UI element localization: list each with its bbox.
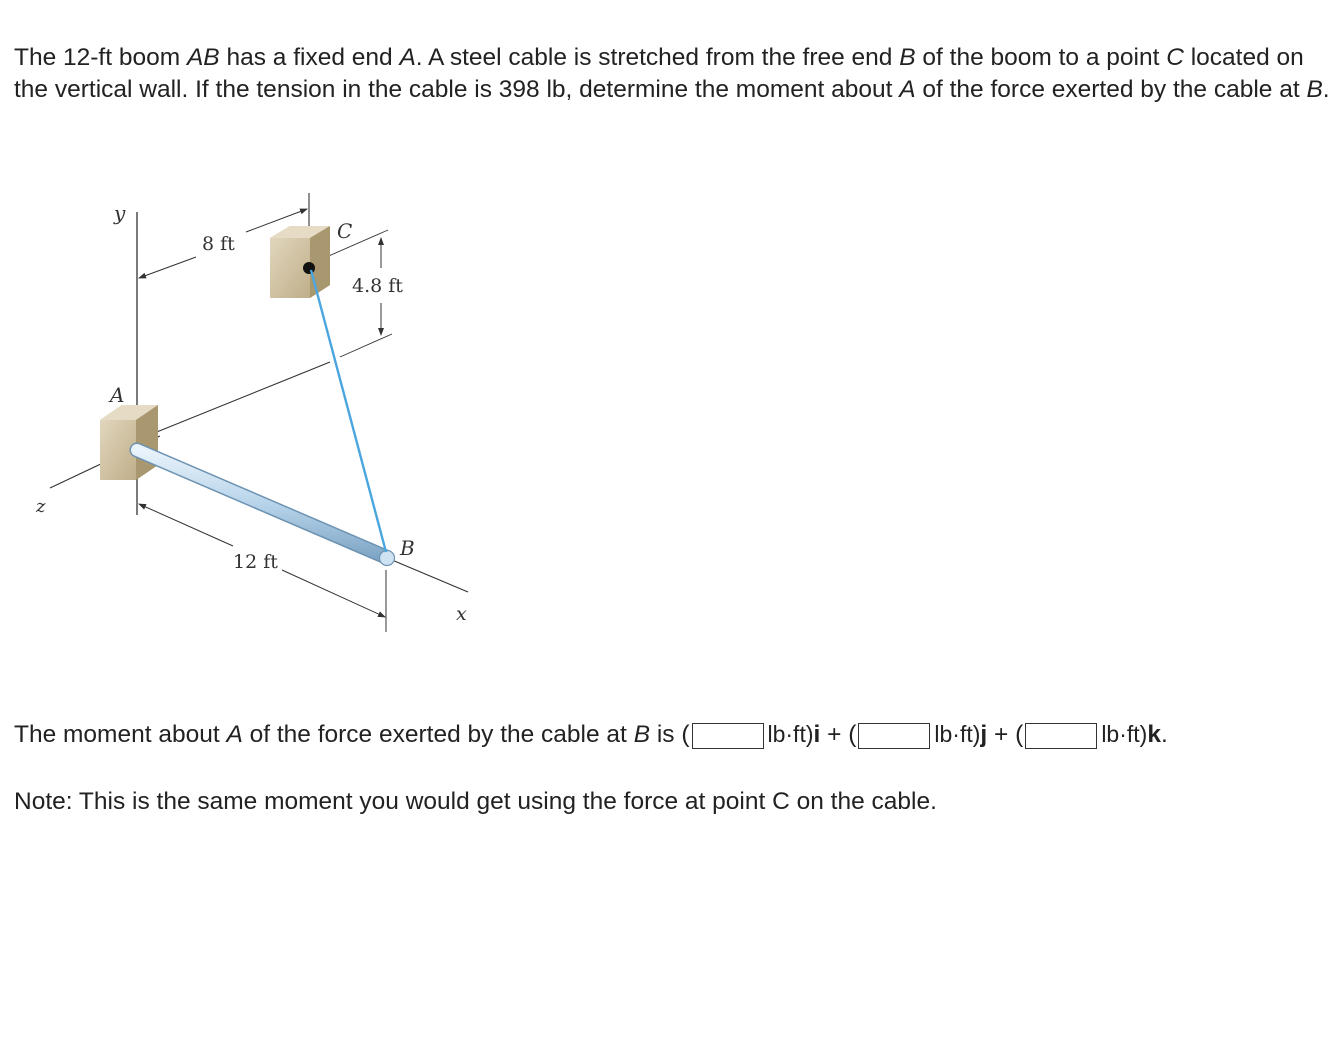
label-z: z bbox=[36, 496, 46, 517]
moment-j-input[interactable] bbox=[858, 723, 930, 749]
answer-text: . bbox=[1160, 721, 1168, 748]
problem-var: B bbox=[1306, 76, 1323, 103]
problem-var: AB bbox=[186, 44, 220, 71]
label-8ft: 8 ft bbox=[202, 233, 235, 255]
problem-text: of the boom to a point bbox=[915, 44, 1167, 71]
label-b: B bbox=[400, 536, 415, 560]
answer-text: + ( bbox=[987, 721, 1024, 748]
answer-text: of the force exerted by the cable at bbox=[242, 721, 634, 748]
label-y: y bbox=[114, 201, 126, 225]
moment-i-input[interactable] bbox=[692, 723, 764, 749]
problem-var: B bbox=[899, 44, 916, 71]
problem-text: located on the vertical wall. If the tension in the cable is 398 lb, determine the moment about bbox=[14, 44, 1304, 103]
moment-k-input[interactable] bbox=[1025, 723, 1097, 749]
problem-statement bbox=[14, 42, 1334, 106]
problem-text: The 12-ft boom bbox=[14, 44, 187, 71]
answer-var: B bbox=[633, 721, 651, 748]
unit-label: lb·ft) bbox=[767, 721, 814, 747]
wall-block-a bbox=[100, 405, 158, 480]
answer-line bbox=[14, 716, 1334, 753]
label-x: x bbox=[456, 603, 467, 625]
problem-text: has a fixed end bbox=[219, 44, 400, 71]
dim-12-arrow-left bbox=[139, 504, 233, 546]
wall-block-c bbox=[270, 226, 330, 298]
point-b-end bbox=[380, 551, 395, 566]
dim-8-arrow-left bbox=[139, 257, 196, 278]
unit-vector-i: i bbox=[813, 721, 821, 748]
problem-text: of the force exerted by the cable at bbox=[915, 76, 1307, 103]
problem-var: A bbox=[899, 76, 916, 103]
label-a: A bbox=[110, 383, 125, 407]
x-axis-line bbox=[392, 560, 468, 592]
label-c: C bbox=[337, 219, 353, 243]
unit-vector-j: j bbox=[980, 721, 988, 748]
boom-ab-shade bbox=[137, 450, 386, 557]
problem-text: . A steel cable is stretched from the free end bbox=[415, 44, 900, 71]
cable-cb bbox=[311, 270, 386, 552]
problem-var: C bbox=[1166, 44, 1184, 71]
note-text: Note: This is the same moment you would get using the force at point C on the cable. bbox=[14, 788, 937, 815]
unit-label: lb·ft) bbox=[1101, 721, 1148, 747]
problem-text: . bbox=[1322, 76, 1330, 103]
point-c-marker bbox=[303, 262, 315, 274]
answer-text: is ( bbox=[650, 721, 690, 748]
answer-var: A bbox=[226, 721, 243, 748]
problem-var: A bbox=[399, 44, 416, 71]
label-48ft: 4.8 ft bbox=[352, 275, 403, 297]
unit-vector-k: k bbox=[1147, 721, 1161, 748]
unit-label: lb·ft) bbox=[934, 721, 981, 747]
label-12ft: 12 ft bbox=[233, 551, 278, 573]
boom-figure bbox=[0, 180, 520, 650]
floor-line bbox=[137, 362, 330, 440]
answer-text: + ( bbox=[820, 721, 857, 748]
dim-12-arrow-right bbox=[282, 570, 385, 617]
dim-ref-bottom bbox=[340, 334, 392, 357]
answer-text: The moment about bbox=[14, 721, 227, 748]
